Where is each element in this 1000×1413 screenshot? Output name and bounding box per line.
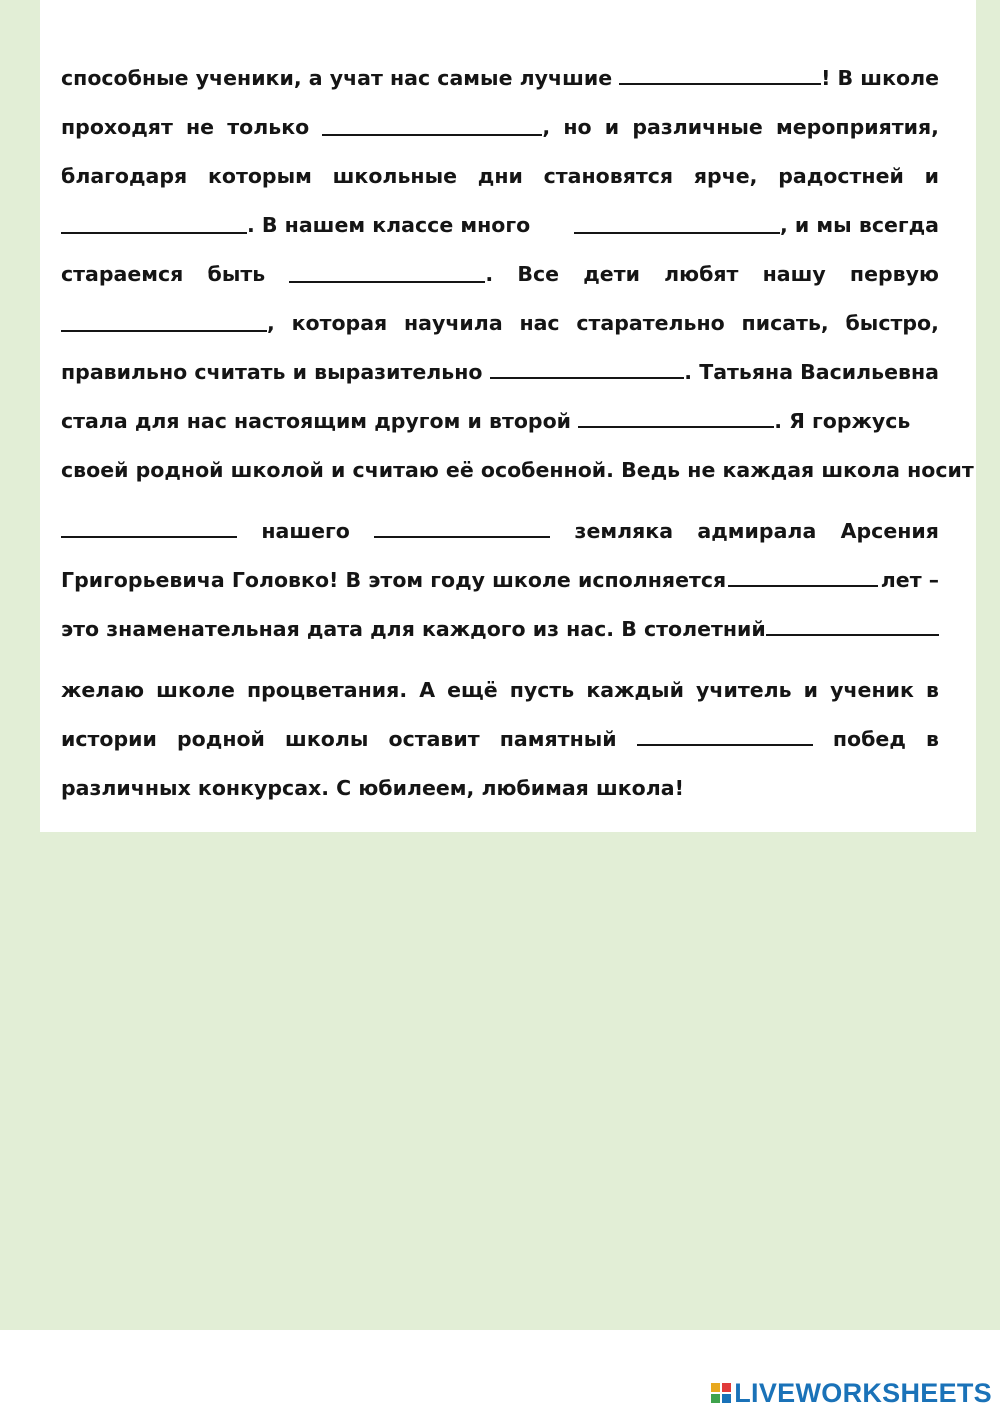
text-line: желаю школе процветания. А ещё пусть каждый учитель и ученик в bbox=[61, 678, 939, 702]
logo-blocks-icon bbox=[711, 1383, 731, 1403]
text-line: , которая научила нас старательно писать, быстро, bbox=[61, 299, 939, 348]
liveworksheets-logo bbox=[711, 1379, 992, 1407]
text-line: Григорьевича Головко! В этом году школе исполняется лет – bbox=[61, 556, 939, 605]
text-line: правильно считать и выразительно . Татьяна Васильевна bbox=[61, 348, 939, 397]
text-line: способные ученики, а учат нас самые лучшие ! В школе bbox=[61, 54, 939, 103]
answer-blank-mother[interactable] bbox=[578, 404, 774, 428]
text-line: различных конкурсах. С юбилеем, любимая школа! bbox=[61, 776, 684, 800]
answer-blank-friends[interactable] bbox=[574, 210, 780, 234]
answer-blank-years[interactable] bbox=[728, 563, 878, 587]
answer-blank-read[interactable] bbox=[490, 355, 685, 379]
answer-blank-interesting[interactable] bbox=[61, 210, 247, 234]
brand-name: LIVEWORKSHEETS bbox=[734, 1377, 992, 1408]
answer-blank-trace[interactable] bbox=[637, 722, 813, 746]
text-line: стараемся быть . Все дети любят нашу первую bbox=[61, 250, 939, 299]
text-line: благодаря которым школьные дни становятся ярче, радостней и bbox=[61, 164, 939, 188]
answer-blank-famous[interactable] bbox=[374, 514, 550, 538]
answer-blank-jubilee[interactable] bbox=[766, 612, 939, 636]
answer-blank-teachers[interactable] bbox=[619, 61, 821, 85]
answer-blank-teacher[interactable] bbox=[61, 308, 267, 332]
text-line: своей родной школой и считаю её особенной. Ведь не каждая школа носит bbox=[61, 458, 974, 482]
text-line: стала для нас настоящим другом и второй . Я горжусь bbox=[61, 397, 939, 446]
text-line: нашего земляка адмирала Арсения bbox=[61, 507, 939, 556]
text-line: это знаменательная дата для каждого из нас. В столетний bbox=[61, 605, 939, 654]
answer-blank-united[interactable] bbox=[289, 259, 485, 283]
text-line: . В нашем классе много , и мы всегда bbox=[61, 201, 939, 250]
answer-blank-name[interactable] bbox=[61, 514, 237, 538]
answer-blank-lessons[interactable] bbox=[322, 112, 542, 136]
text-line: истории родной школы оставит памятный побед в bbox=[61, 715, 939, 764]
worksheet-text bbox=[61, 54, 974, 813]
text-line: проходят не только , но и различные мероприятия, bbox=[61, 103, 939, 152]
